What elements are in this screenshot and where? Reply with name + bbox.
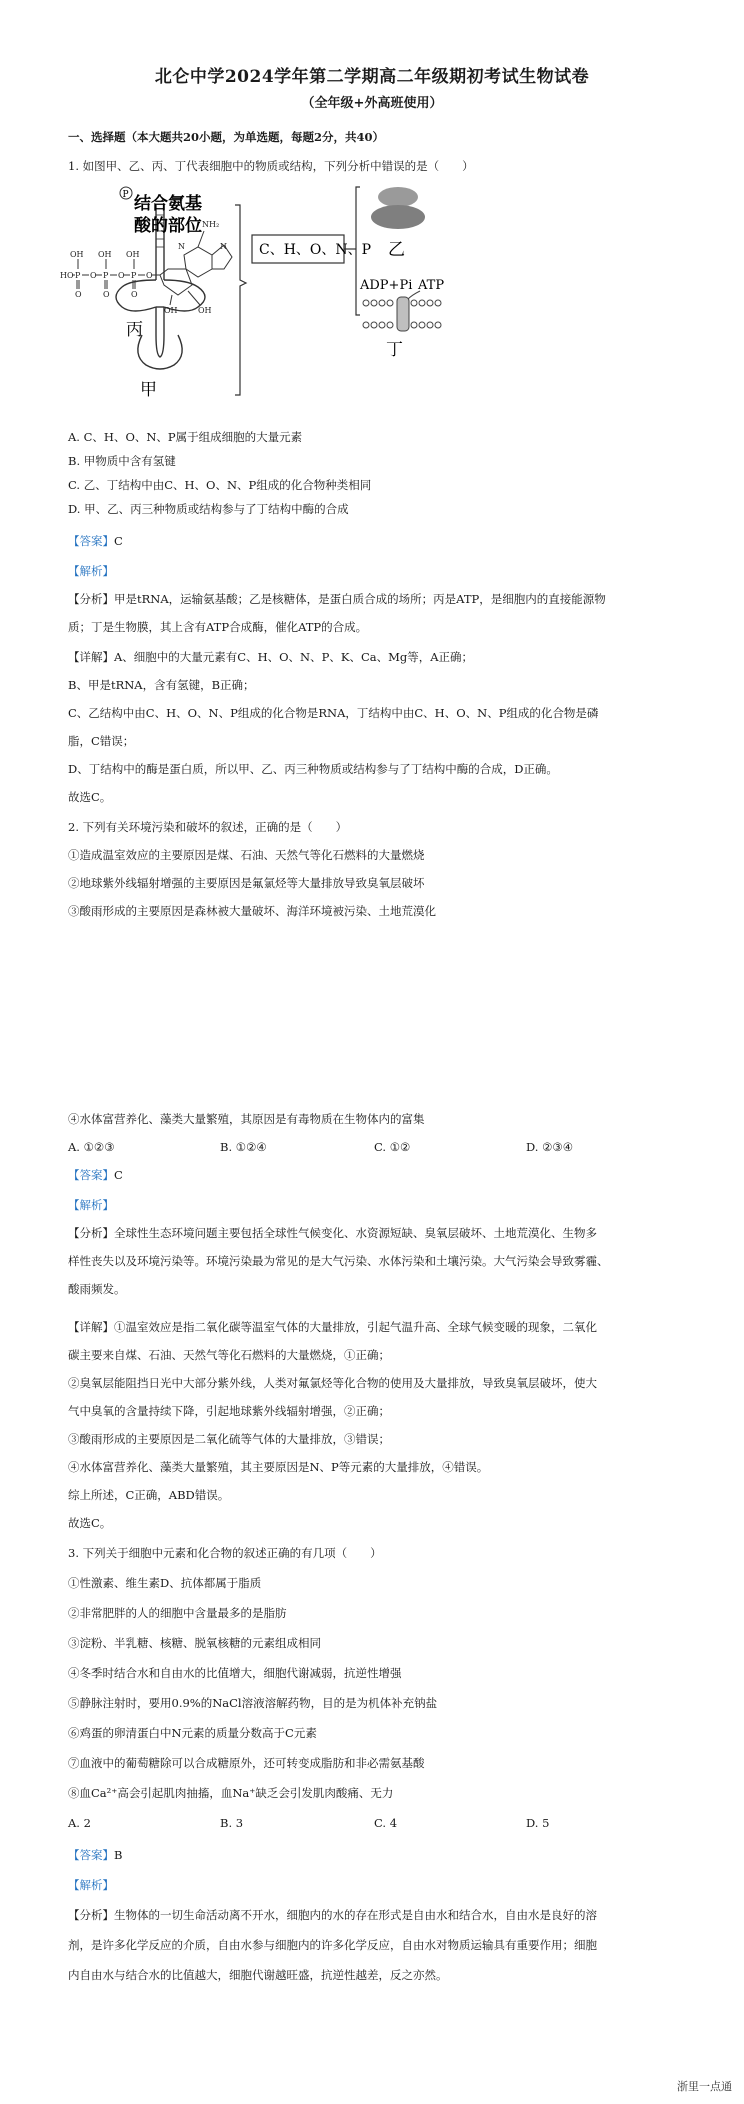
q2-option-b: B. ①②④ bbox=[220, 1140, 267, 1154]
label-atp: ATP bbox=[418, 278, 445, 293]
q1-fenxi-2: 质；丁是生物膜，其上含有ATP合成酶，催化ATP的合成。 bbox=[68, 620, 368, 634]
q1-xj-text-1: A、细胞中的大量元素有C、H、O、N、P、K、Ca、Mg等，A正确； bbox=[114, 650, 474, 664]
q2-option-d: D. ②③④ bbox=[526, 1140, 574, 1154]
fenxi-tag: 【分析】 bbox=[68, 1226, 114, 1240]
q2-item-4: ④水体富营养化、藻类大量繁殖，其原因是有毒物质在生物体内的富集 bbox=[68, 1112, 425, 1126]
svg-text:O: O bbox=[118, 271, 125, 280]
label-bing: 丙 bbox=[126, 320, 143, 340]
q2-fenxi-text-1: 全球性生态环境问题主要包括全球性气候变化、水资源短缺、臭氧层破坏、土地荒漠化、生物多 bbox=[114, 1226, 597, 1240]
q1-xiangjie-5: D、丁结构中的酶是蛋白质，所以甲、乙、丙三种物质或结构参与了丁结构中酶的合成，D正确。 bbox=[68, 762, 558, 776]
q1-option-a: A. C、H、O、N、P属于组成细胞的大量元素 bbox=[68, 430, 303, 444]
svg-text:O: O bbox=[75, 290, 82, 299]
svg-text:O: O bbox=[103, 290, 110, 299]
q1-conclusion: 故选C。 bbox=[68, 790, 112, 804]
q2-option-a: A. ①②③ bbox=[68, 1140, 115, 1154]
svg-text:N: N bbox=[220, 242, 227, 251]
svg-text:P: P bbox=[131, 271, 137, 280]
q3-analysis-tag: 【解析】 bbox=[68, 1878, 114, 1892]
q2-fenxi-3: 酸雨频发。 bbox=[68, 1282, 126, 1296]
svg-text:OH: OH bbox=[98, 250, 112, 259]
membrane-diagram bbox=[363, 291, 441, 331]
q1-xiangjie-2: B、甲是tRNA，含有氢键，B正确； bbox=[68, 678, 255, 692]
q3-fenxi-1 bbox=[68, 1906, 678, 1924]
q3-item-5: ⑤静脉注射时，要用0.9%的NaCl溶液溶解药物，目的是为机体补充钠盐 bbox=[68, 1696, 438, 1710]
section-heading: 一、选择题（本大题共20小题，为单选题，每题2分，共40） bbox=[68, 130, 385, 144]
q2-xiangjie-3: ②臭氧层能阻挡日光中大部分紫外线，人类对氟氯烃等化合物的使用及大量排放，导致臭氧层破坏，使大 bbox=[68, 1376, 597, 1390]
q1-option-c: C. 乙、丁结构中由C、H、O、N、P组成的化合物种类相同 bbox=[68, 478, 372, 492]
q3-option-d: D. 5 bbox=[526, 1816, 550, 1830]
q1-option-b: B. 甲物质中含有氢键 bbox=[68, 454, 176, 468]
elements-box-text: C、H、O、N、P bbox=[259, 242, 372, 258]
q3-item-2: ②非常肥胖的人的细胞中含量最多的是脂肪 bbox=[68, 1606, 287, 1620]
q3-fenxi-3: 内自由水与结合水的比值越大，细胞代谢越旺盛，抗逆性越差，反之亦然。 bbox=[68, 1968, 448, 1982]
q2-conclusion: 故选C。 bbox=[68, 1516, 112, 1530]
q1-stem: 1. 如图甲、乙、丙、丁代表细胞中的物质或结构，下列分析中错误的是（ ） bbox=[68, 159, 474, 173]
svg-text:OH: OH bbox=[164, 306, 178, 315]
q3-item-1: ①性激素、维生素D、抗体都属于脂质 bbox=[68, 1576, 262, 1590]
q2-fenxi-2: 样性丧失以及环境污染等。环境污染最为常见的是大气污染、水体污染和土壤污染。大气污染会导致雾霾、 bbox=[68, 1254, 609, 1268]
svg-text:O: O bbox=[146, 271, 153, 280]
xiangjie-tag: 【详解】 bbox=[68, 1320, 114, 1334]
q2-answer bbox=[68, 1166, 678, 1184]
footer-brand: 浙里一点通 bbox=[677, 2080, 732, 2093]
q2-answer-value: C bbox=[114, 1168, 123, 1182]
q3-answer bbox=[68, 1846, 678, 1864]
q1-analysis-tag: 【解析】 bbox=[68, 564, 114, 578]
q1-answer-value: C bbox=[114, 534, 123, 548]
q2-option-c: C. ①② bbox=[374, 1140, 411, 1154]
q2-xiangjie-4: 气中臭氧的含量持续下降，引起地球紫外线辐射增强，②正确； bbox=[68, 1404, 390, 1418]
left-brace bbox=[235, 205, 246, 395]
svg-text:NH₂: NH₂ bbox=[202, 220, 220, 229]
svg-text:P: P bbox=[103, 271, 109, 280]
answer-tag: 【答案】 bbox=[68, 1168, 114, 1182]
answer-tag: 【答案】 bbox=[68, 534, 114, 548]
svg-text:N: N bbox=[178, 242, 185, 251]
svg-text:HO: HO bbox=[60, 271, 74, 280]
label-yi: 乙 bbox=[388, 240, 405, 260]
q2-xiangjie-5: ③酸雨形成的主要原因是二氧化硫等气体的大量排放，③错误； bbox=[68, 1432, 390, 1446]
q2-options bbox=[68, 1138, 678, 1156]
q2-item-2: ②地球紫外线辐射增强的主要原因是氟氯烃等大量排放导致臭氧层破坏 bbox=[68, 876, 425, 890]
q1-figure bbox=[60, 185, 530, 415]
p-mark: P bbox=[122, 190, 129, 200]
svg-text:OH: OH bbox=[70, 250, 84, 259]
q2-item-1: ①造成温室效应的主要原因是煤、石油、天然气等化石燃料的大量燃烧 bbox=[68, 848, 425, 862]
q3-fenxi-2: 剂，是许多化学反应的介质，自由水参与细胞内的许多化学反应，自由水对物质运输具有重要作用；细胞 bbox=[68, 1938, 597, 1952]
q1-option-d: D. 甲、乙、丙三种物质或结构参与了丁结构中酶的合成 bbox=[68, 502, 349, 516]
q3-item-6: ⑥鸡蛋的卵清蛋白中N元素的质量分数高于C元素 bbox=[68, 1726, 317, 1740]
answer-tag: 【答案】 bbox=[68, 1848, 114, 1862]
q2-xiangjie-6: ④水体富营养化、藻类大量繁殖，其主要原因是N、P等元素的大量排放，④错误。 bbox=[68, 1460, 489, 1474]
q1-xiangjie-3: C、乙结构中由C、H、O、N、P组成的化合物是RNA，丁结构中由C、H、O、N、P组成的化合物是磷 bbox=[68, 706, 599, 720]
ribosome-large-subunit bbox=[371, 205, 425, 229]
q3-options bbox=[68, 1814, 678, 1832]
q2-stem: 2. 下列有关环境污染和破坏的叙述，正确的是（ ） bbox=[68, 820, 348, 834]
q2-xiangjie-2: 碳主要来自煤、石油、天然气等化石燃料的大量燃烧，①正确； bbox=[68, 1348, 390, 1362]
atp-bonds bbox=[72, 231, 232, 305]
q1-xiangjie-4: 脂，C错误； bbox=[68, 734, 135, 748]
label-ding: 丁 bbox=[386, 340, 403, 360]
q3-option-c: C. 4 bbox=[374, 1816, 398, 1830]
q2-item-3: ③酸雨形成的主要原因是森林被大量破坏、海洋环境被污染、土地荒漠化 bbox=[68, 904, 436, 918]
label-adp-pi: ADP+Pi bbox=[360, 278, 413, 293]
fenxi-tag: 【分析】 bbox=[68, 592, 114, 606]
q3-item-7: ⑦血液中的葡萄糖除可以合成糖原外，还可转变成脂肪和非必需氨基酸 bbox=[68, 1756, 425, 1770]
svg-text:OH: OH bbox=[126, 250, 140, 259]
svg-text:OH: OH bbox=[198, 306, 212, 315]
exam-title: 北仑中学2024学年第二学期高二年级期初考试生物试卷 bbox=[154, 67, 590, 87]
q3-item-4: ④冬季时结合水和自由水的比值增大，细胞代谢减弱，抗逆性增强 bbox=[68, 1666, 402, 1680]
q1-answer bbox=[68, 532, 678, 550]
q3-answer-value: B bbox=[114, 1848, 123, 1862]
svg-text:P: P bbox=[75, 271, 81, 280]
xiangjie-tag: 【详解】 bbox=[68, 650, 114, 664]
label-jia: 甲 bbox=[140, 380, 157, 400]
q2-xiangjie-1 bbox=[68, 1318, 678, 1336]
fenxi-tag: 【分析】 bbox=[68, 1908, 114, 1922]
q2-fenxi-1 bbox=[68, 1224, 678, 1242]
q3-item-3: ③淀粉、半乳糖、核糖、脱氧核糖的元素组成相同 bbox=[68, 1636, 321, 1650]
q1-xiangjie-1 bbox=[68, 648, 678, 666]
q2-analysis-tag: 【解析】 bbox=[68, 1198, 114, 1212]
q3-option-a: A. 2 bbox=[68, 1816, 91, 1830]
svg-text:O: O bbox=[90, 271, 97, 280]
exam-subtitle: （全年级+外高班使用） bbox=[301, 96, 443, 111]
q2-xj-text-1: ①温室效应是指二氧化碳等温室气体的大量排放，引起气温升高、全球气候变暖的现象，二氧化 bbox=[114, 1320, 597, 1334]
q3-stem: 3. 下列关于细胞中元素和化合物的叙述正确的有几项（ ） bbox=[68, 1546, 382, 1560]
label-binding-site: 结合氨基 bbox=[134, 194, 202, 214]
q3-option-b: B. 3 bbox=[220, 1816, 244, 1830]
q2-summary: 综上所述，C正确，ABD错误。 bbox=[68, 1488, 230, 1502]
q3-item-8: ⑧血Ca²⁺高会引起肌肉抽搐，血Na⁺缺乏会引发肌肉酸痛、无力 bbox=[68, 1786, 394, 1800]
ribosome-small-subunit bbox=[378, 187, 418, 207]
svg-text:O: O bbox=[131, 290, 138, 299]
q3-fenxi-text-1: 生物体的一切生命活动离不开水，细胞内的水的存在形式是自由水和结合水，自由水是良好的溶 bbox=[114, 1908, 597, 1922]
label-binding-site-2: 酸的部位 bbox=[134, 216, 202, 236]
q1-fenxi-1 bbox=[68, 590, 678, 608]
q1-fenxi-text-1: 甲是tRNA，运输氨基酸；乙是核糖体，是蛋白质合成的场所；丙是ATP，是细胞内的直接能源物 bbox=[114, 592, 606, 606]
